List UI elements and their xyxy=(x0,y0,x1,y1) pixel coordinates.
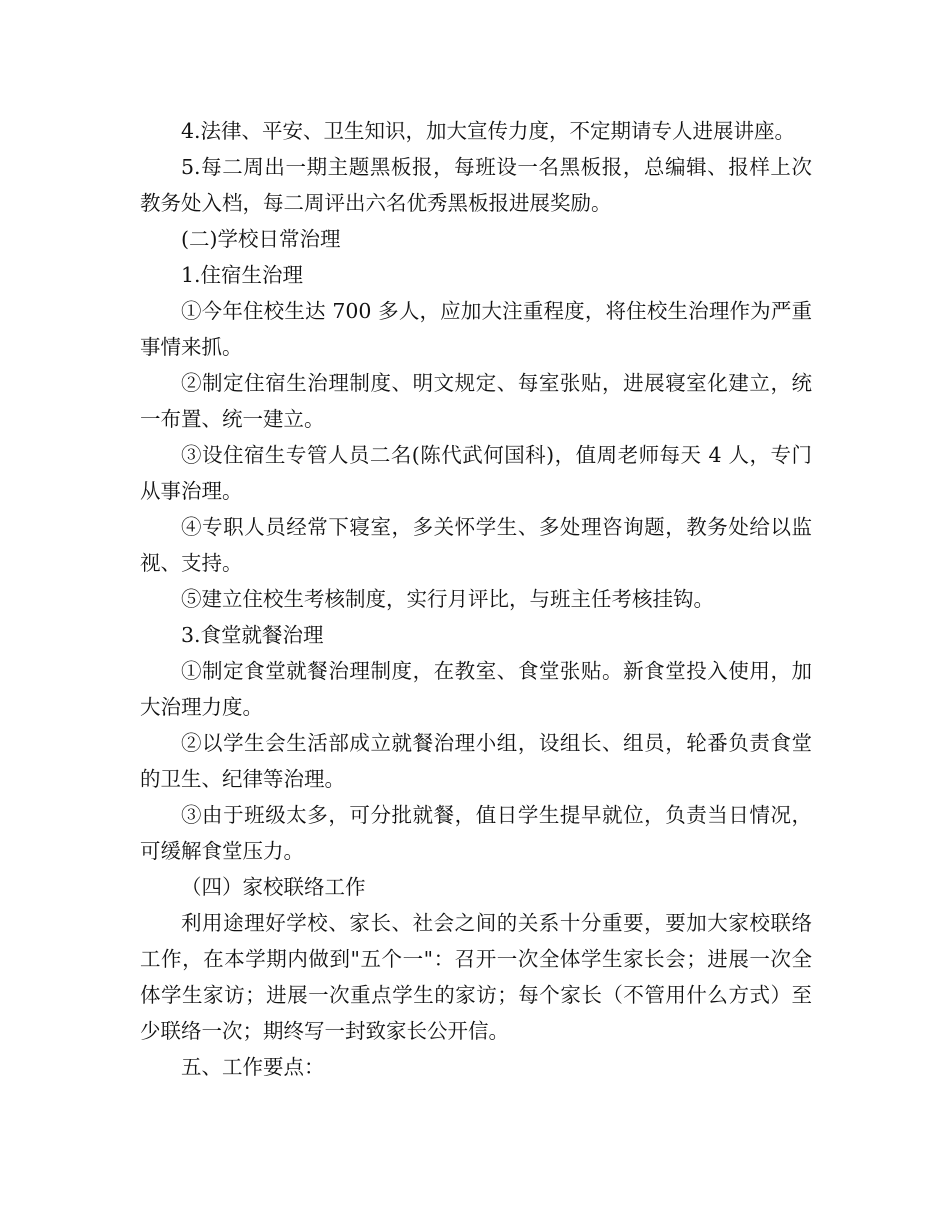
paragraph-boarding-2: ②制定住宿生治理制度、明文规定、每室张贴，进展寝室化建立，统一布置、统一建立。 xyxy=(140,371,812,431)
paragraph-boarding-1: ①今年住校生达 700 多人，应加大注重程度，将住校生治理作为严重事情来抓。 xyxy=(140,299,812,359)
paragraph-canteen-2: ②以学生会生活部成立就餐治理小组，设组长、组员，轮番负责食堂的卫生、纪律等治理。 xyxy=(140,731,812,791)
heading-boarding-management: 1.住宿生治理 xyxy=(181,263,304,287)
paragraph-boarding-4: ④专职人员经常下寝室，多关怀学生、多处理咨询题，教务处给以监视、支持。 xyxy=(140,515,812,575)
paragraph-home-school: 利用途理好学校、家长、社会之间的关系十分重要，要加大家校联络工作，在本学期内做到"五个一"：召开一次全体学生家长会；进展一次全体学生家访；进展一次重点学生的家访；每个家长（不管用什么方式）至少联络一次；期终写一封致家长公开信。 xyxy=(140,911,812,1043)
paragraph-law-safety: 4.法律、平安、卫生知识，加大宣传力度，不定期请专人进展讲座。 xyxy=(181,119,796,143)
heading-home-school-liaison: （四）家校联络工作 xyxy=(181,875,366,899)
paragraph-canteen-1: ①制定食堂就餐治理制度，在教室、食堂张贴。新食堂投入使用，加大治理力度。 xyxy=(140,659,812,719)
heading-daily-management: (二)学校日常治理 xyxy=(181,227,341,251)
paragraph-canteen-3: ③由于班级太多，可分批就餐，值日学生提早就位，负责当日情况，可缓解食堂压力。 xyxy=(140,803,812,863)
heading-work-points: 五、工作要点： xyxy=(181,1055,325,1079)
paragraph-blackboard: 5.每二周出一期主题黑板报，每班设一名黑板报，总编辑、报样上次教务处入档，每二周评出六名优秀黑板报进展奖励。 xyxy=(140,155,812,215)
paragraph-boarding-5: ⑤建立住校生考核制度，实行月评比，与班主任考核挂钩。 xyxy=(181,587,714,611)
heading-canteen-management: 3.食堂就餐治理 xyxy=(181,623,324,647)
paragraph-boarding-3: ③设住宿生专管人员二名(陈代武何国科)，值周老师每天 4 人，专门从事治理。 xyxy=(140,443,812,503)
document-body xyxy=(140,113,812,1085)
